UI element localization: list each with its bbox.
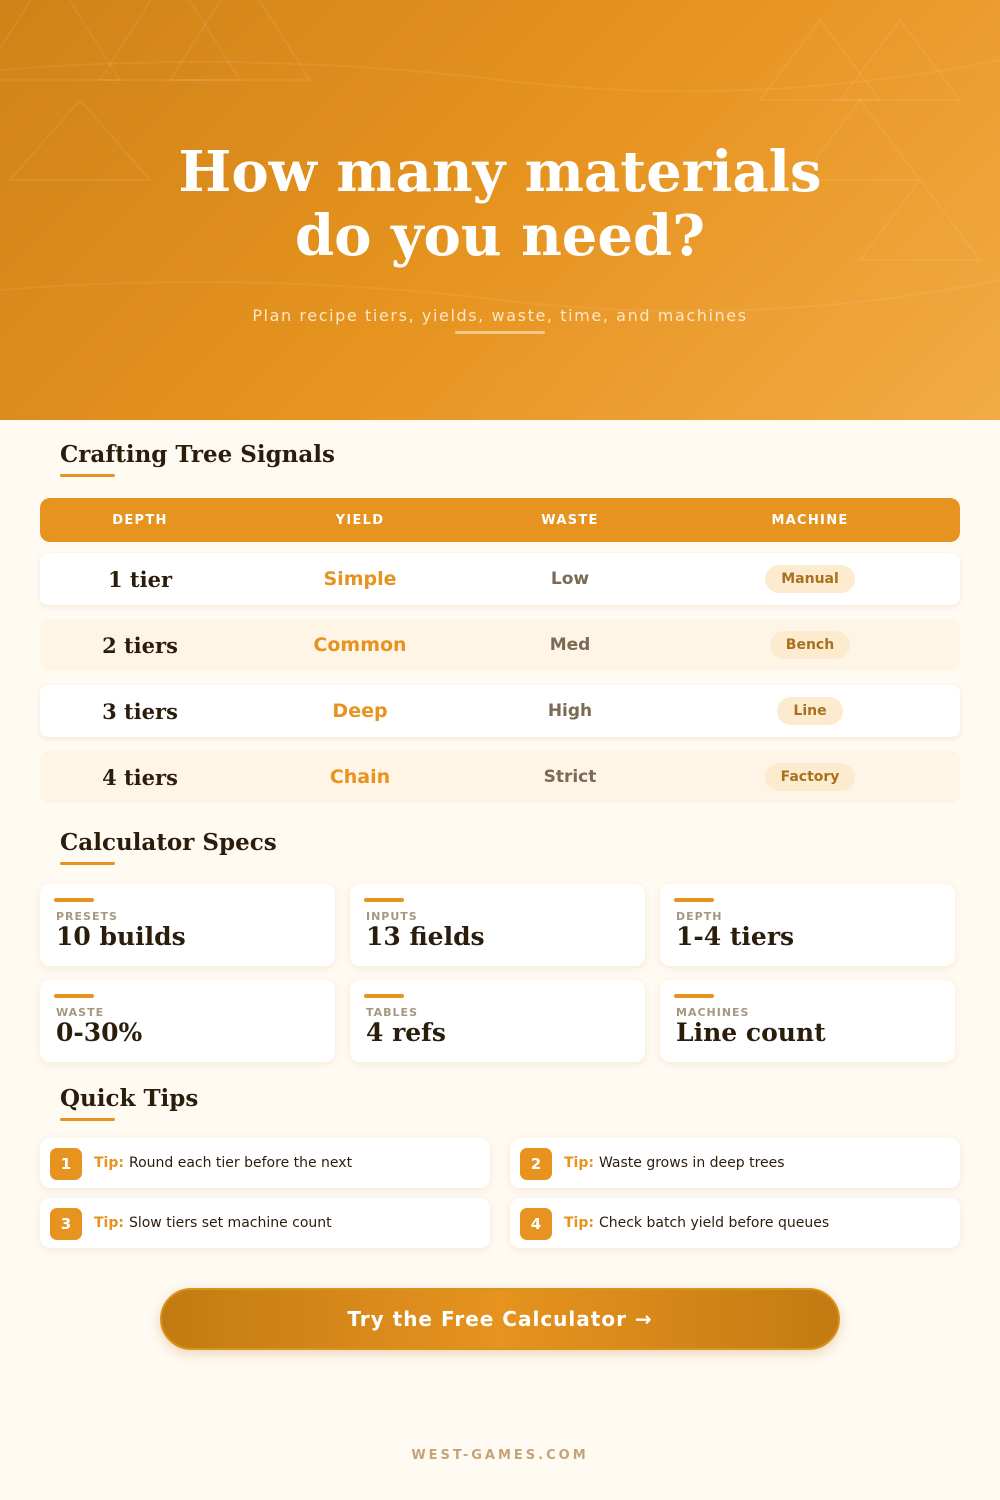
hero-subtitle: Plan recipe tiers, yields, waste, time, and machines xyxy=(252,306,748,325)
tip-card xyxy=(510,1198,960,1248)
spec-value: 13 fields xyxy=(366,922,485,951)
machine-cell xyxy=(710,553,910,605)
tip-content: Round each tier before the next xyxy=(128,1155,353,1171)
table-row xyxy=(40,685,960,737)
spec-value: 0-30% xyxy=(56,1018,143,1047)
tip-card xyxy=(40,1138,490,1188)
waste-cell: Low xyxy=(550,569,590,589)
section-underline xyxy=(60,862,115,865)
spec-card-depth xyxy=(660,884,955,966)
yield-cell: Chain xyxy=(329,766,391,788)
depth-cell: 1 tier xyxy=(107,566,173,592)
machine-cell xyxy=(710,619,910,671)
yield-cell: Common xyxy=(313,634,407,656)
hero-title-line-2: do you need? xyxy=(294,203,706,269)
spec-label: MACHINES xyxy=(676,1006,750,1019)
spec-value: Line count xyxy=(676,1018,826,1047)
tip-label: Tip: xyxy=(564,1215,594,1231)
column-header-yield: YIELD xyxy=(335,512,385,528)
table-row xyxy=(40,619,960,671)
depth-cell: 3 tiers xyxy=(102,698,178,724)
section-title-calculator-specs: Calculator Specs xyxy=(60,829,277,856)
depth-cell: 2 tiers xyxy=(102,632,178,658)
waste-cell: Strict xyxy=(543,767,597,787)
footer-site-link[interactable]: WEST-GAMES.COM xyxy=(411,1448,589,1463)
spec-card-machines xyxy=(660,980,955,1062)
tip-text xyxy=(564,1138,785,1188)
section-underline xyxy=(60,474,115,477)
tip-text xyxy=(564,1198,829,1248)
spec-accent xyxy=(54,994,94,998)
waste-cell: High xyxy=(547,701,593,721)
hero-title-line-1: How many materials xyxy=(178,139,822,205)
try-calculator-button[interactable]: Try the Free Calculator → xyxy=(160,1288,840,1350)
machine-cell xyxy=(710,685,910,737)
hero-divider xyxy=(455,331,545,334)
machine-badge: Manual xyxy=(765,565,855,593)
spec-accent xyxy=(54,898,94,902)
tip-content: Slow tiers set machine count xyxy=(128,1215,332,1231)
spec-accent xyxy=(674,994,714,998)
yield-cell: Deep xyxy=(332,700,388,722)
tip-card xyxy=(510,1138,960,1188)
machine-badge: Bench xyxy=(770,631,850,659)
spec-card-tables xyxy=(350,980,645,1062)
section-title-quick-tips: Quick Tips xyxy=(60,1085,199,1112)
tip-label: Tip: xyxy=(564,1155,594,1171)
tip-number-badge: 2 xyxy=(520,1148,552,1180)
machine-badge: Line xyxy=(777,697,842,725)
column-header-depth: DEPTH xyxy=(112,512,168,528)
table-row xyxy=(40,751,960,803)
tip-text xyxy=(94,1138,352,1188)
depth-cell: 4 tiers xyxy=(102,764,178,790)
spec-card-waste xyxy=(40,980,335,1062)
table-row xyxy=(40,553,960,605)
yield-cell: Simple xyxy=(323,568,397,590)
machine-cell xyxy=(710,751,910,803)
tip-content: Check batch yield before queues xyxy=(598,1215,830,1231)
waste-cell: Med xyxy=(549,635,591,655)
hero-title xyxy=(0,140,1000,268)
tip-card xyxy=(40,1198,490,1248)
tip-number-badge: 1 xyxy=(50,1148,82,1180)
spec-value: 1-4 tiers xyxy=(676,922,795,951)
tip-number-badge: 3 xyxy=(50,1208,82,1240)
spec-accent xyxy=(364,898,404,902)
spec-value: 4 refs xyxy=(366,1018,447,1047)
tip-label: Tip: xyxy=(94,1155,124,1171)
column-header-machine: MACHINE xyxy=(771,512,849,528)
tip-content: Waste grows in deep trees xyxy=(598,1155,785,1171)
spec-accent xyxy=(364,994,404,998)
spec-label: DEPTH xyxy=(676,910,723,923)
spec-label: PRESETS xyxy=(56,910,118,923)
spec-label: INPUTS xyxy=(366,910,418,923)
section-title-crafting-tree: Crafting Tree Signals xyxy=(60,441,335,468)
tip-number-badge: 4 xyxy=(520,1208,552,1240)
hero-banner xyxy=(0,0,1000,420)
spec-value: 10 builds xyxy=(56,922,186,951)
spec-card-presets xyxy=(40,884,335,966)
spec-accent xyxy=(674,898,714,902)
machine-badge: Factory xyxy=(765,763,856,791)
spec-label: WASTE xyxy=(56,1006,105,1019)
tip-text xyxy=(94,1198,332,1248)
table-header xyxy=(40,498,960,542)
section-underline xyxy=(60,1118,115,1121)
spec-card-inputs xyxy=(350,884,645,966)
spec-label: TABLES xyxy=(366,1006,418,1019)
column-header-waste: WASTE xyxy=(541,512,599,528)
tip-label: Tip: xyxy=(94,1215,124,1231)
